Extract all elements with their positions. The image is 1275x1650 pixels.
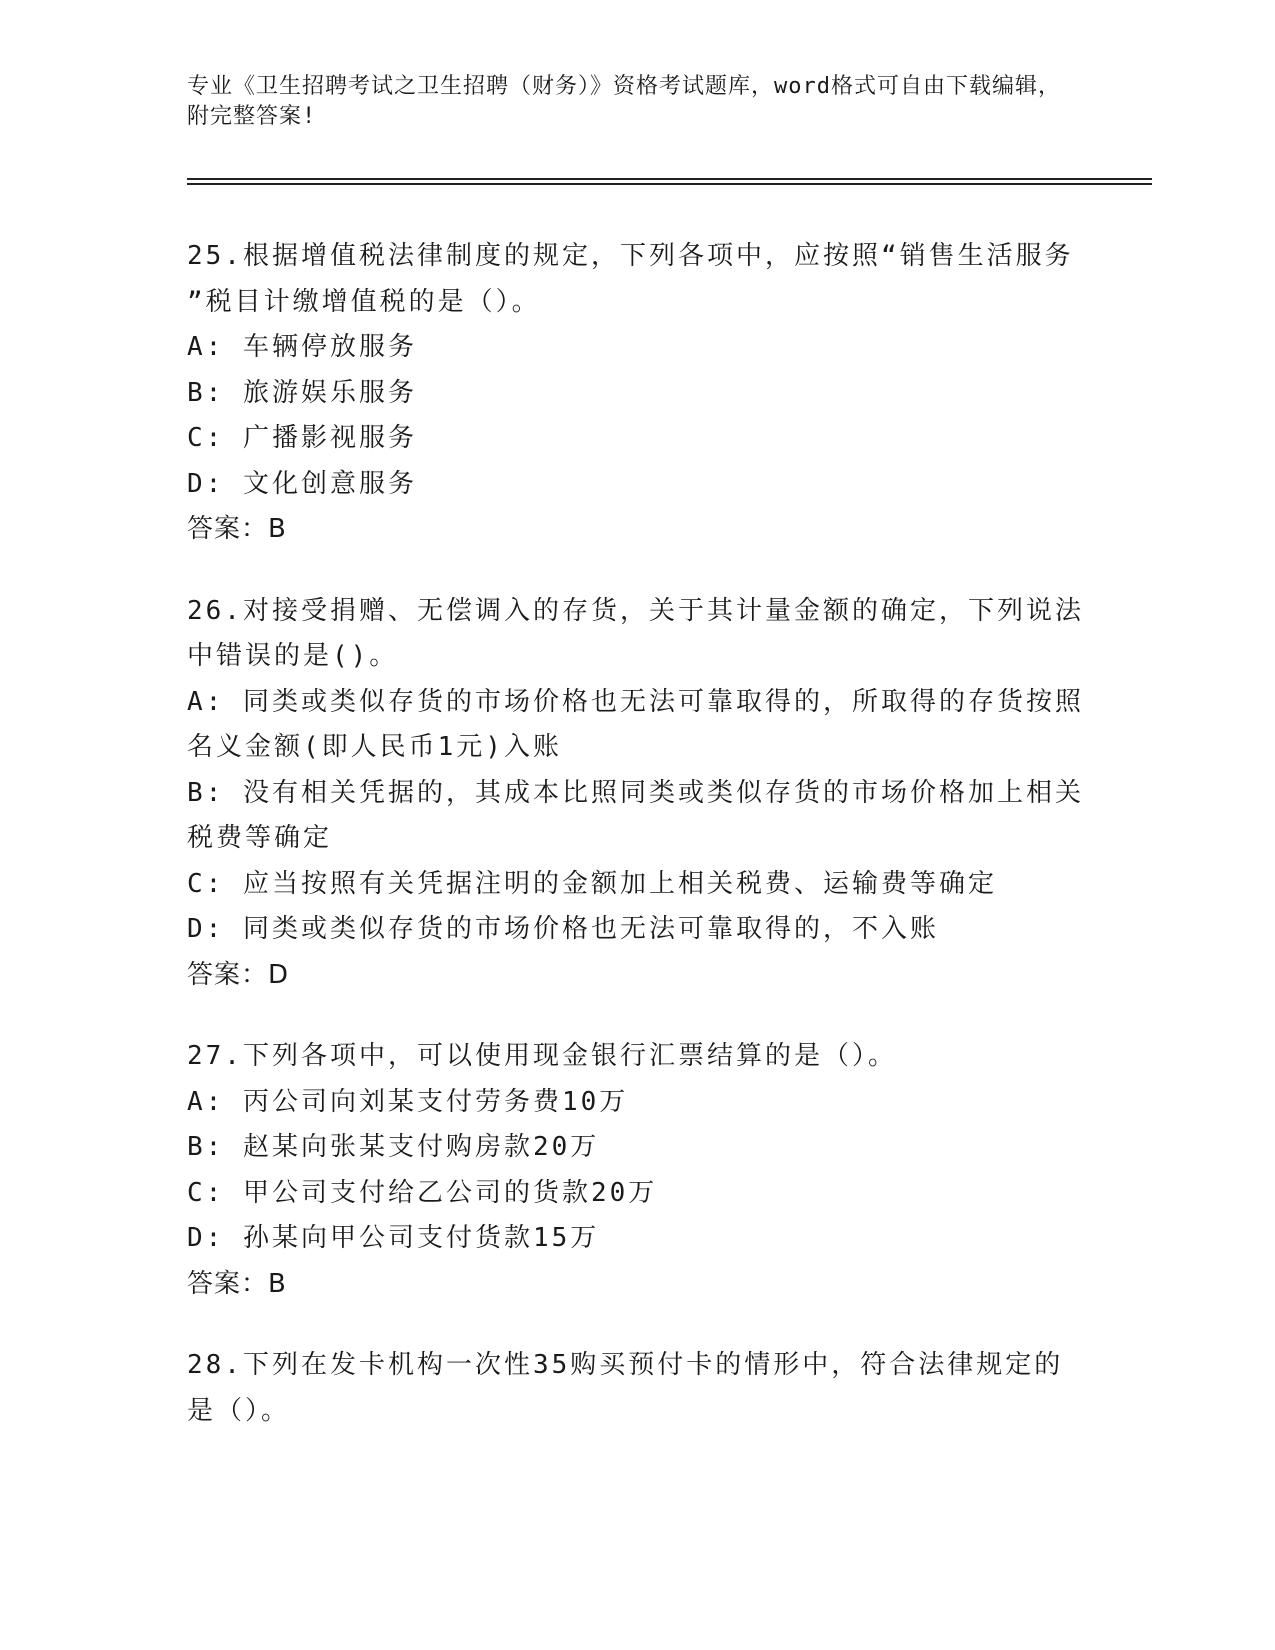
option-c: C: 应当按照有关凭据注明的金额加上相关税费、运输费等确定 bbox=[187, 868, 997, 899]
question-26 bbox=[187, 589, 1087, 999]
question-stem-line: 25.根据增值税法律制度的规定，下列各项中，应按照“销售生活服务 bbox=[187, 241, 1074, 271]
question-list bbox=[187, 234, 1087, 1470]
header-divider-top bbox=[187, 178, 1152, 180]
option-a-continued: 名义金额(即人民币1元)入账 bbox=[187, 732, 562, 762]
option-b: B: 旅游娱乐服务 bbox=[187, 377, 417, 408]
question-27 bbox=[187, 1034, 1087, 1307]
question-stem-line: 28.下列在发卡机构一次性35购买预付卡的情形中，符合法律规定的 bbox=[187, 1350, 1064, 1380]
option-a: A: 车辆停放服务 bbox=[187, 332, 417, 362]
header-divider-bottom bbox=[187, 183, 1152, 185]
option-a: A: 丙公司向刘某支付劳务费10万 bbox=[187, 1086, 629, 1117]
answer-line: 答案：D bbox=[187, 959, 290, 990]
option-c: C: 广播影视服务 bbox=[187, 423, 417, 453]
question-stem-line: 中错误的是()。 bbox=[187, 641, 399, 671]
question-25 bbox=[187, 234, 1087, 553]
question-stem-line: ”税目计缴增值税的是（）。 bbox=[187, 286, 541, 317]
question-stem-line: 是（）。 bbox=[187, 1395, 291, 1426]
option-a: A: 同类或类似存货的市场价格也无法可靠取得的，所取得的存货按照 bbox=[187, 686, 1084, 717]
question-stem-line: 27.下列各项中，可以使用现金银行汇票结算的是（）。 bbox=[187, 1041, 897, 1071]
question-28 bbox=[187, 1343, 1087, 1434]
option-d: D: 孙某向甲公司支付货款15万 bbox=[187, 1223, 600, 1253]
question-stem-line: 26.对接受捐赠、无偿调入的存货，关于其计量金额的确定，下列说法 bbox=[187, 595, 1084, 626]
document-header: 专业《卫生招聘考试之卫生招聘（财务）》资格考试题库，word格式可自由下载编辑，附完整答案! bbox=[187, 74, 1061, 129]
option-b: B: 没有相关凭据的，其成本比照同类或类似存货的市场价格加上相关 bbox=[187, 777, 1084, 808]
answer-line: 答案：B bbox=[187, 514, 287, 544]
option-b: B: 赵某向张某支付购房款20万 bbox=[187, 1132, 600, 1162]
option-b-continued: 税费等确定 bbox=[187, 823, 333, 853]
option-d: D: 文化创意服务 bbox=[187, 468, 417, 499]
option-d: D: 同类或类似存货的市场价格也无法可靠取得的，不入账 bbox=[187, 914, 939, 944]
option-c: C: 甲公司支付给乙公司的货款20万 bbox=[187, 1177, 658, 1208]
answer-line: 答案：B bbox=[187, 1268, 287, 1299]
